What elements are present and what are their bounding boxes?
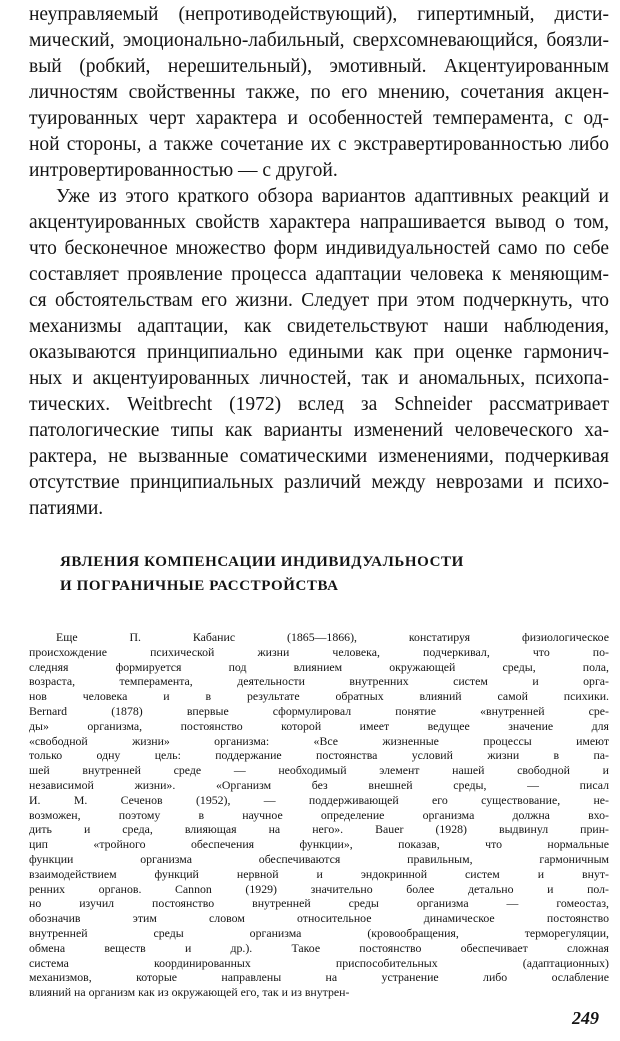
text-line: механизмов, которые направлены на устранение либо ослабление [29, 970, 609, 985]
text-line: И. М. Сеченов (1952), — поддерживающей его существование, не- [29, 792, 609, 807]
text-line: личностям свойственны также, по его мнению, сочетания акцен- [29, 82, 609, 103]
text-line: взаимодействием функций нервной и эндокринной систем и внут- [29, 866, 609, 881]
text-line: происхождение психической жизни человека, подчеркивал, что по- [29, 644, 609, 659]
text-line: оказываются принципиально едиными как при оценке гармонич- [29, 342, 609, 363]
text-line: составляет проявление процесса адаптации человека к меняющим- [29, 264, 609, 285]
text-line: рактера, не вызванные соматическими изменениями, подчеркивая [29, 446, 609, 467]
text-line: акцентуированных свойств характера напрашивается вывод о том, [29, 212, 609, 233]
text-line: дить и среда, влияющая на него». Bauer (1928) выдвинул прин- [29, 822, 609, 837]
text-line: возраста, темперамента, деятельности внутренних систем и орга- [29, 674, 609, 689]
text-line: обмена веществ и др.). Такое постоянство обеспечивает сложная [29, 940, 609, 955]
text-line: нов человека и в результате обратных влияний самой психики. [29, 689, 609, 704]
text-line: механизмы адаптации, как свидетельствуют наши наблюдения, [29, 316, 609, 337]
text-line: только одну цель: поддержание постоянства условий жизни в па- [29, 748, 609, 763]
text-line: шей внутренней среде — необходимый элемент нашей свободной и [29, 763, 609, 778]
text-line: ной стороны, а также сочетание их с экстравертированностью либо [29, 134, 609, 155]
text-line: следняя формируется под влиянием окружающей среды, пола, [29, 659, 609, 674]
text-line: неуправляемый (непротиводействующий), гипертимный, дисти- [29, 4, 609, 25]
text-line: ся обстоятельствам его жизни. Следует при этом подчеркнуть, что [29, 290, 609, 311]
text-line: но изучил постоянство внутренней среды организма — гомеостаз, [29, 896, 609, 911]
text-line: патологические типы как варианты изменений человеческого ха- [29, 420, 609, 441]
text-line: цип «тройного обеспечения функции», показав, что нормальные [29, 837, 609, 852]
text-line: влияний на организм как из окружающей его, так и из внутрен- [29, 985, 350, 1000]
text-line: функции организма обеспечиваются правильным, гармоничным [29, 852, 609, 866]
text-line: система координированных приспособительных (адаптационных) [29, 955, 609, 970]
text-line: вый (робкий, нерешительный), эмотивный. Акцентуированным [29, 56, 609, 77]
text-line: что бесконечное множество форм индивидуальностей само по себе [29, 238, 609, 259]
text-line: обозначив этим словом относительное динамическое постоянство [29, 911, 609, 926]
text-line: патиями. [29, 498, 104, 519]
text-line: Еще П. Кабанис (1865—1866), констатируя физиологическое [56, 630, 609, 644]
text-line: «свободной жизни» организма: «Все жизненные процессы имеют [29, 733, 609, 748]
page-number: 249 [572, 1008, 599, 1028]
text-line: отсутствие принципиальных различий между неврозами и психо- [29, 472, 609, 493]
text-line: интровертированностью — с другой. [29, 160, 338, 181]
text-line: Bernard (1878) впервые сформулировал понятие «внутренней сре- [29, 704, 609, 718]
text-line: независимой жизни». «Организм без внешней среды, — писал [29, 778, 609, 792]
text-line: мический, эмоционально-лабильный, сверхсомневающийся, боязли- [29, 30, 609, 51]
text-line: тических. Weitbrecht (1972) вслед за Schneider рассматривает [29, 394, 609, 415]
text-line: ды» организма, постоянство которой имеет ведущее значение для [29, 718, 609, 733]
text-line: туированных черт характера и особенностей темперамента, с од- [29, 108, 609, 129]
text-line: ренних органов. Cannon (1929) значительно более детально и пол- [29, 881, 609, 896]
section-heading-line-2: И ПОГРАНИЧНЫЕ РАССТРОЙСТВА [60, 578, 339, 594]
section-heading-line-1: ЯВЛЕНИЯ КОМПЕНСАЦИИ ИНДИВИДУАЛЬНОСТИ [60, 554, 464, 570]
text-line: ных и акцентуированных личностей, так и аномальных, психопа- [29, 368, 609, 389]
text-line: внутренней среды организма (кровообращения, терморегуляции, [29, 926, 609, 940]
text-line: Уже из этого краткого обзора вариантов адаптивных реакций и [56, 186, 609, 207]
text-line: возможен, поэтому в научное определение организма должна вхо- [29, 807, 609, 822]
